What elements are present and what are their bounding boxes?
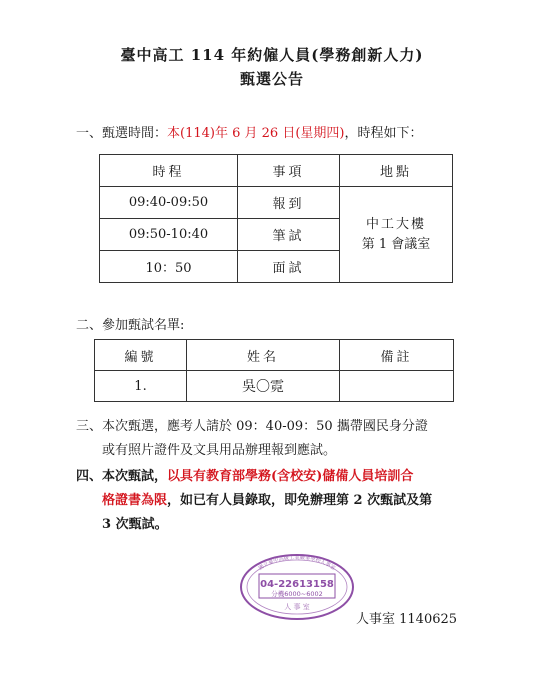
section-4-line-3: 3 次甄試。 <box>102 517 168 532</box>
schedule-table <box>99 154 453 283</box>
section-1-prefix: 一、甄選時間： <box>76 126 168 141</box>
candidate-header-note: 備註 <box>340 340 454 371</box>
seal-arc-text: 國立臺中高級工業職業學校人事室 <box>257 555 337 572</box>
announcement-subtitle: 甄選公告 <box>239 70 304 88</box>
candidate-name: 吳〇霓 <box>187 371 340 402</box>
exam-date: 本(114)年 6 月 26 日(星期四) <box>167 126 345 141</box>
section-4-requirement-1: 以具有教育部學務(含校安)儲備人員培訓合 <box>167 469 414 484</box>
seal-phone: 04-22613158 <box>260 579 334 590</box>
candidate-header-no: 編號 <box>95 340 187 371</box>
schedule-time: 10：50 <box>100 251 238 283</box>
section-2-candidates-label: 二、參加甄試名單: <box>76 318 185 333</box>
location-building: 中工大樓 <box>365 216 426 232</box>
schedule-time: 09:40-09:50 <box>100 187 238 219</box>
schedule-item: 面試 <box>238 251 340 283</box>
candidate-row <box>95 371 454 402</box>
schedule-header-time: 時程 <box>100 155 238 187</box>
section-4-prefix: 四、本次甄試， <box>76 469 168 484</box>
seal-stamp-graphic <box>237 552 357 622</box>
schedule-header-location: 地點 <box>340 155 453 187</box>
schedule-item: 筆試 <box>238 219 340 251</box>
announcement-title: 臺中高工 114 年約僱人員(學務創新人力) <box>120 46 424 64</box>
candidate-header-name: 姓名 <box>187 340 340 371</box>
schedule-row <box>100 187 453 219</box>
signoff-office-date: 人事室 1140625 <box>356 612 458 627</box>
section-4-rest: ，如已有人員錄取，即免辦理第 2 次甄試及第 <box>167 493 433 508</box>
candidate-table <box>94 339 454 402</box>
section-3-line-2: 或有照片證件及文具用品辦理報到應試。 <box>102 443 337 458</box>
location-room: 第 1 會議室 <box>361 236 431 252</box>
candidate-no: 1. <box>95 371 187 402</box>
section-1-exam-time <box>76 124 422 144</box>
seal-extension: 分機6000~6002 <box>271 590 323 598</box>
section-4-line-1 <box>76 467 413 487</box>
personnel-office-seal <box>237 552 357 622</box>
seal-office-name: 人 事 室 <box>284 603 310 611</box>
candidate-note <box>340 371 454 402</box>
schedule-location <box>340 187 453 283</box>
section-4-line-2 <box>102 491 432 511</box>
section-1-suffix: ，時程如下： <box>344 126 423 141</box>
schedule-header-row <box>100 155 453 187</box>
section-3-line-1: 三、本次甄選，應考人請於 09：40-09：50 攜帶國民身分證 <box>76 419 428 434</box>
schedule-item: 報到 <box>238 187 340 219</box>
candidate-header-row <box>95 340 454 371</box>
schedule-header-item: 事項 <box>238 155 340 187</box>
section-4-requirement-2: 格證書為限 <box>102 493 168 508</box>
schedule-time: 09:50-10:40 <box>100 219 238 251</box>
